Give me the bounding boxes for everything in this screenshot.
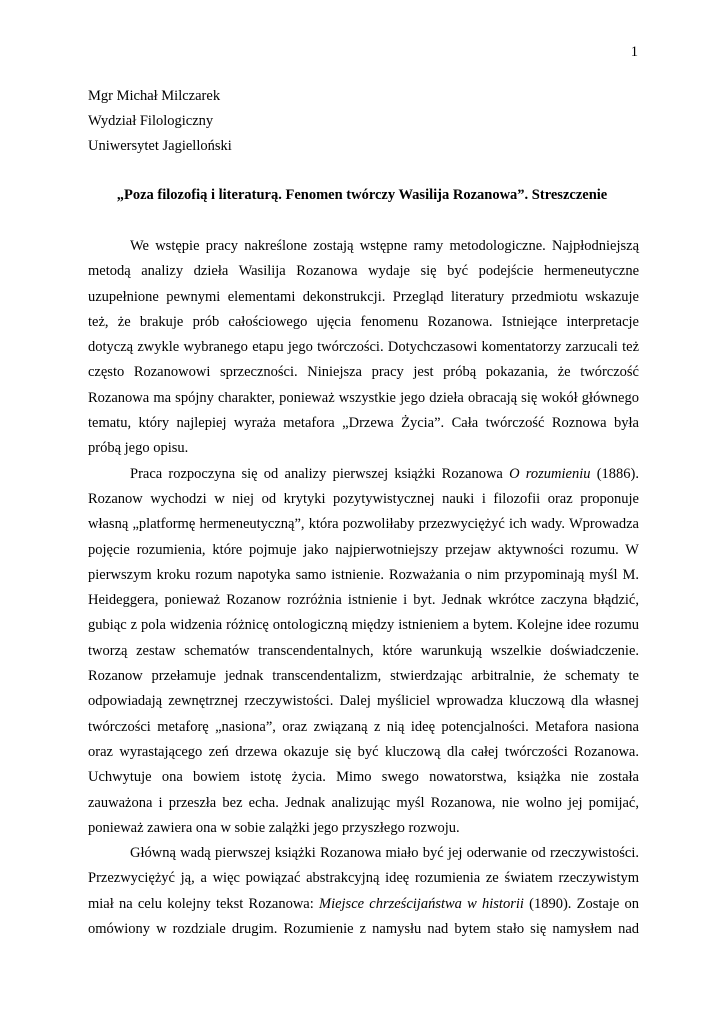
text-line: też, że brakuje prób całościowego ujęcia fenomenu Rozanowa. Istniejące interpretacje xyxy=(88,313,639,330)
book-title-italic: O rozumieniu xyxy=(509,465,591,482)
text-segment: Praca rozpoczyna się od analizy pierwszej książki Rozanowa xyxy=(130,465,503,482)
paragraph-3 xyxy=(88,841,639,942)
text-line: Rozanowa ma spójny charakter, ponieważ wszystkie jego dzieła obracają się wokół głównego xyxy=(88,389,639,406)
text-line: gubiąc z pola widzenia różnicę ontologiczną między istnieniem a bytem. Kolejne idee rozumu xyxy=(88,617,639,634)
text-line: tworzą zestaw schematów transcendentalnych, które warunkują wszelkie doświadczenie. xyxy=(88,642,639,659)
text-line: własną „platformę hermeneutyczną”, która pozwoliłaby przezwyciężyć ich wady. Wprowadza xyxy=(88,516,639,533)
text-line: odpowiadają zewnętrznej rzeczywistości. Dalej myśliciel wprowadza kluczową dla własnej xyxy=(88,693,639,710)
text-line: metodą analizy dzieła Wasilija Rozanowa wydaje się być podejście hermeneutyczne xyxy=(88,263,639,280)
text-line: Uchwytuje ona bowiem istotę życia. Mimo swego nowatorstwa, książka nie została xyxy=(88,769,639,786)
text-line: Przezwyciężyć ją, a więc powiązać abstrakcyjną ideę rozumienia ze światem rzeczywistym xyxy=(88,870,639,887)
text-line: próbą jego opisu. xyxy=(88,440,189,457)
text-line: pojęcie rozumienia, które pojmuje jako najpierwotniejszy przejaw aktywności rozumu. W xyxy=(88,541,639,558)
text-line: zauważona i przeszła bez echa. Jednak analizując myśl Rozanowa, nie wolno jej pomijać, xyxy=(88,794,639,811)
book-title-italic: Miejsce chrześcijaństwa w historii xyxy=(318,895,524,912)
text-line: Heideggera, ponieważ Rozanow rozróżnia istnienie i byt. Jednak wkrótce zaczyna błądzić, xyxy=(88,592,639,609)
text-line: ponieważ zawiera ona w sobie zalążki jego przyszłego rozwoju. xyxy=(88,819,460,836)
text-segment: (1890). Zostaje on xyxy=(529,895,640,912)
text-line: uzupełnione pewnymi elementami dekonstrukcji. Przegląd literatury przedmiotu wskazuje xyxy=(88,288,639,305)
text-line-with-title xyxy=(88,892,639,917)
text-line: pierwszym kroku rozum napotyka samo istnienie. Rozważania o nim przypominają myśl M. xyxy=(88,566,639,583)
text-segment: (1886). xyxy=(596,465,639,482)
paragraph-2 xyxy=(88,462,639,841)
text-line: tematu, który najlepiej wyraża metafora „Drzewa Życia”. Cała twórczość Roznowa była xyxy=(88,415,639,432)
body-text xyxy=(88,234,639,942)
author-faculty: Wydział Filologiczny xyxy=(88,113,214,129)
text-line: Rozanow wychodzi w niej od krytyki pozytywistycznej nauki i filozofii oraz proponuje xyxy=(88,490,639,507)
author-university: Uniwersytet Jagielloński xyxy=(88,138,232,154)
page-number: 1 xyxy=(630,44,638,60)
text-line: omówiony w rozdziale drugim. Rozumienie z namysłu nad bytem stało się namysłem nad xyxy=(88,921,639,938)
text-segment: miał na celu kolejny tekst Rozanowa: xyxy=(88,895,314,912)
text-line: We wstępie pracy nakreślone zostają wstępne ramy metodologiczne. Najpłodniejszą xyxy=(130,238,639,254)
text-line: często Rozanowowi sprzeczności. Niniejsza pracy jest próbą pokazania, że twórczość xyxy=(88,364,639,381)
author-name: Mgr Michał Milczarek xyxy=(88,88,221,104)
document-title: „Poza filozofią i literaturą. Fenomen twórczy Wasilija Rozanowa”. Streszczenie xyxy=(116,187,608,203)
text-line: twórczości metaforę „nasiona”, oraz związaną z nią ideę potencjalności. Metafora nasiona xyxy=(88,718,639,735)
text-line-with-title xyxy=(88,462,639,487)
text-line: Główną wadą pierwszej książki Rozanowa miało być jej oderwanie od rzeczywistości. xyxy=(130,845,639,862)
paragraph-1 xyxy=(88,234,639,462)
author-block xyxy=(88,84,232,159)
text-line: Rozanow przełamuje jednak transcendentalizm, stwierdzając arbitralnie, że schematy te xyxy=(88,668,639,685)
text-line: oraz wyrastającego zeń drzewa okazuje się być kluczową dla całej twórczości Rozanowa. xyxy=(88,743,639,760)
text-line: dotyczą zwykle wybranego etapu jego twórczości. Dotychczasowi komentatorzy zarzucali też xyxy=(88,339,639,356)
